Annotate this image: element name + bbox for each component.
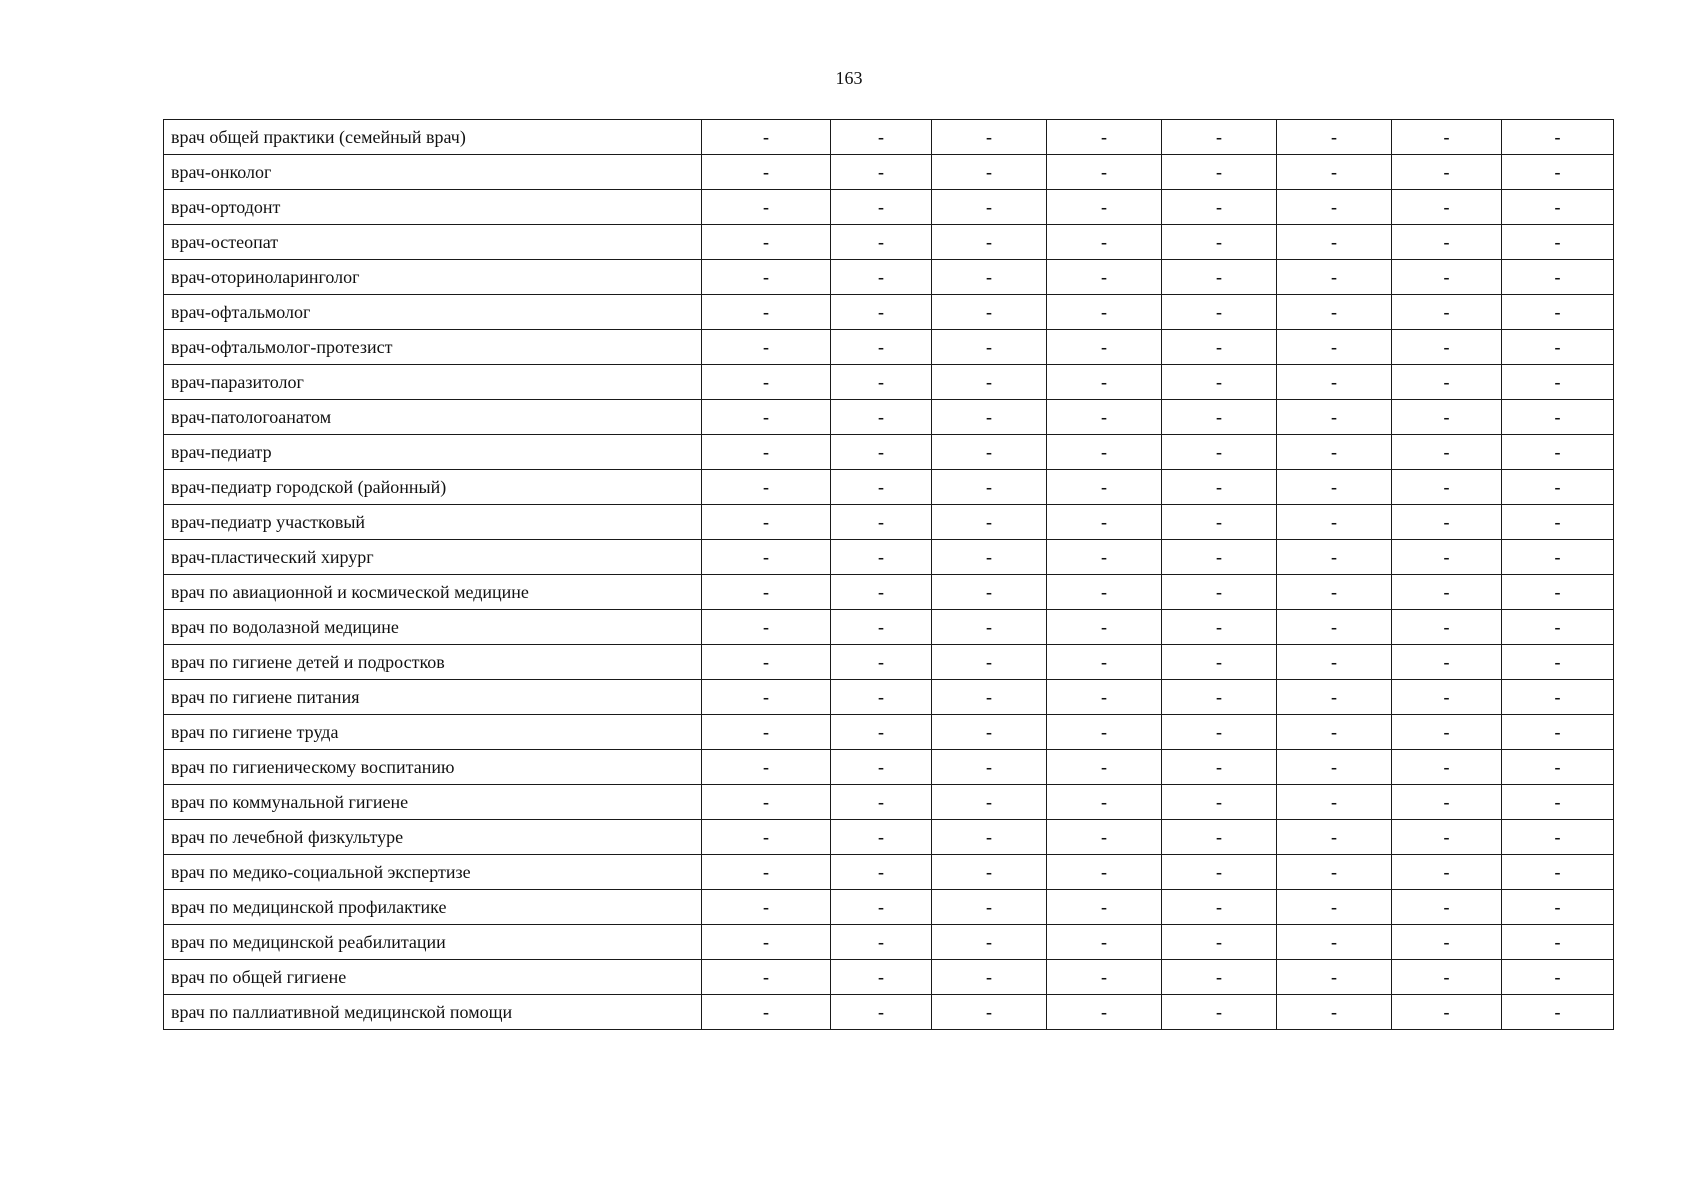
value-cell-col-8: - <box>1502 365 1614 400</box>
value-cell-col-4: - <box>1047 715 1162 750</box>
value-cell-col-6: - <box>1277 470 1392 505</box>
value-cell-col-1: - <box>702 715 831 750</box>
value-cell-col-2: - <box>831 260 932 295</box>
table-row <box>164 890 1614 925</box>
specialty-name-cell: врач-паразитолог <box>164 365 702 400</box>
value-cell-col-3: - <box>932 645 1047 680</box>
table-row <box>164 155 1614 190</box>
value-cell-col-6: - <box>1277 505 1392 540</box>
value-cell-col-7: - <box>1392 260 1502 295</box>
value-cell-col-8: - <box>1502 120 1614 155</box>
value-cell-col-5: - <box>1162 505 1277 540</box>
value-cell-col-1: - <box>702 435 831 470</box>
table-row <box>164 120 1614 155</box>
value-cell-col-6: - <box>1277 645 1392 680</box>
value-cell-col-2: - <box>831 890 932 925</box>
value-cell-col-1: - <box>702 610 831 645</box>
value-cell-col-1: - <box>702 260 831 295</box>
value-cell-col-3: - <box>932 785 1047 820</box>
value-cell-col-7: - <box>1392 190 1502 225</box>
value-cell-col-7: - <box>1392 855 1502 890</box>
table-row <box>164 470 1614 505</box>
value-cell-col-1: - <box>702 680 831 715</box>
value-cell-col-8: - <box>1502 190 1614 225</box>
value-cell-col-7: - <box>1392 505 1502 540</box>
value-cell-col-4: - <box>1047 995 1162 1030</box>
value-cell-col-4: - <box>1047 785 1162 820</box>
value-cell-col-8: - <box>1502 155 1614 190</box>
value-cell-col-7: - <box>1392 540 1502 575</box>
value-cell-col-1: - <box>702 820 831 855</box>
value-cell-col-2: - <box>831 995 932 1030</box>
value-cell-col-4: - <box>1047 540 1162 575</box>
value-cell-col-8: - <box>1502 470 1614 505</box>
specialty-name-cell: врач-оториноларинголог <box>164 260 702 295</box>
value-cell-col-5: - <box>1162 295 1277 330</box>
value-cell-col-7: - <box>1392 960 1502 995</box>
value-cell-col-5: - <box>1162 820 1277 855</box>
value-cell-col-3: - <box>932 890 1047 925</box>
value-cell-col-8: - <box>1502 645 1614 680</box>
value-cell-col-6: - <box>1277 610 1392 645</box>
value-cell-col-4: - <box>1047 680 1162 715</box>
specialty-name-cell: врач-остеопат <box>164 225 702 260</box>
specialty-name-cell: врач-педиатр участковый <box>164 505 702 540</box>
value-cell-col-3: - <box>932 435 1047 470</box>
value-cell-col-7: - <box>1392 575 1502 610</box>
value-cell-col-5: - <box>1162 785 1277 820</box>
table-row <box>164 610 1614 645</box>
value-cell-col-3: - <box>932 505 1047 540</box>
specialty-name-cell: врач по медицинской профилактике <box>164 890 702 925</box>
value-cell-col-4: - <box>1047 190 1162 225</box>
specialty-name-cell: врач-пластический хирург <box>164 540 702 575</box>
specialty-name-cell: врач по медицинской реабилитации <box>164 925 702 960</box>
table-body <box>164 120 1614 1030</box>
value-cell-col-3: - <box>932 260 1047 295</box>
table-row <box>164 645 1614 680</box>
table-row <box>164 995 1614 1030</box>
value-cell-col-6: - <box>1277 785 1392 820</box>
value-cell-col-5: - <box>1162 120 1277 155</box>
value-cell-col-4: - <box>1047 750 1162 785</box>
specialty-name-cell: врач-ортодонт <box>164 190 702 225</box>
table-row <box>164 715 1614 750</box>
value-cell-col-3: - <box>932 155 1047 190</box>
value-cell-col-6: - <box>1277 190 1392 225</box>
value-cell-col-2: - <box>831 855 932 890</box>
value-cell-col-6: - <box>1277 330 1392 365</box>
value-cell-col-2: - <box>831 960 932 995</box>
value-cell-col-4: - <box>1047 610 1162 645</box>
specialties-table <box>163 119 1614 1030</box>
table-row <box>164 785 1614 820</box>
page-number: 163 <box>835 68 863 88</box>
table-row <box>164 505 1614 540</box>
value-cell-col-2: - <box>831 645 932 680</box>
value-cell-col-4: - <box>1047 225 1162 260</box>
specialty-name-cell: врач-педиатр <box>164 435 702 470</box>
specialty-name-cell: врач по коммунальной гигиене <box>164 785 702 820</box>
value-cell-col-1: - <box>702 575 831 610</box>
value-cell-col-5: - <box>1162 960 1277 995</box>
value-cell-col-8: - <box>1502 680 1614 715</box>
value-cell-col-1: - <box>702 295 831 330</box>
specialty-name-cell: врач по медико-социальной экспертизе <box>164 855 702 890</box>
value-cell-col-6: - <box>1277 995 1392 1030</box>
value-cell-col-5: - <box>1162 855 1277 890</box>
value-cell-col-5: - <box>1162 890 1277 925</box>
value-cell-col-8: - <box>1502 750 1614 785</box>
value-cell-col-4: - <box>1047 505 1162 540</box>
value-cell-col-6: - <box>1277 540 1392 575</box>
value-cell-col-7: - <box>1392 925 1502 960</box>
value-cell-col-4: - <box>1047 260 1162 295</box>
value-cell-col-6: - <box>1277 225 1392 260</box>
value-cell-col-7: - <box>1392 610 1502 645</box>
value-cell-col-5: - <box>1162 190 1277 225</box>
value-cell-col-5: - <box>1162 365 1277 400</box>
value-cell-col-5: - <box>1162 645 1277 680</box>
table-row <box>164 575 1614 610</box>
value-cell-col-7: - <box>1392 435 1502 470</box>
value-cell-col-1: - <box>702 890 831 925</box>
value-cell-col-6: - <box>1277 295 1392 330</box>
value-cell-col-2: - <box>831 190 932 225</box>
value-cell-col-3: - <box>932 820 1047 855</box>
value-cell-col-5: - <box>1162 260 1277 295</box>
value-cell-col-7: - <box>1392 890 1502 925</box>
value-cell-col-5: - <box>1162 995 1277 1030</box>
value-cell-col-8: - <box>1502 575 1614 610</box>
value-cell-col-8: - <box>1502 295 1614 330</box>
value-cell-col-2: - <box>831 400 932 435</box>
value-cell-col-5: - <box>1162 680 1277 715</box>
value-cell-col-1: - <box>702 925 831 960</box>
value-cell-col-3: - <box>932 715 1047 750</box>
value-cell-col-2: - <box>831 750 932 785</box>
specialty-name-cell: врач по гигиене труда <box>164 715 702 750</box>
value-cell-col-7: - <box>1392 750 1502 785</box>
value-cell-col-3: - <box>932 855 1047 890</box>
value-cell-col-3: - <box>932 575 1047 610</box>
value-cell-col-1: - <box>702 155 831 190</box>
value-cell-col-4: - <box>1047 400 1162 435</box>
value-cell-col-8: - <box>1502 925 1614 960</box>
value-cell-col-8: - <box>1502 820 1614 855</box>
value-cell-col-8: - <box>1502 225 1614 260</box>
value-cell-col-8: - <box>1502 960 1614 995</box>
value-cell-col-8: - <box>1502 995 1614 1030</box>
value-cell-col-8: - <box>1502 890 1614 925</box>
value-cell-col-5: - <box>1162 925 1277 960</box>
table-row <box>164 750 1614 785</box>
specialty-name-cell: врач-офтальмолог-протезист <box>164 330 702 365</box>
value-cell-col-7: - <box>1392 470 1502 505</box>
value-cell-col-3: - <box>932 960 1047 995</box>
value-cell-col-8: - <box>1502 785 1614 820</box>
value-cell-col-6: - <box>1277 820 1392 855</box>
value-cell-col-7: - <box>1392 715 1502 750</box>
table-row <box>164 225 1614 260</box>
table-row <box>164 400 1614 435</box>
value-cell-col-6: - <box>1277 680 1392 715</box>
table-row <box>164 330 1614 365</box>
value-cell-col-1: - <box>702 505 831 540</box>
value-cell-col-6: - <box>1277 715 1392 750</box>
value-cell-col-4: - <box>1047 365 1162 400</box>
value-cell-col-3: - <box>932 680 1047 715</box>
value-cell-col-8: - <box>1502 330 1614 365</box>
specialty-name-cell: врач по общей гигиене <box>164 960 702 995</box>
value-cell-col-2: - <box>831 470 932 505</box>
value-cell-col-4: - <box>1047 890 1162 925</box>
value-cell-col-1: - <box>702 645 831 680</box>
value-cell-col-2: - <box>831 505 932 540</box>
value-cell-col-4: - <box>1047 575 1162 610</box>
value-cell-col-1: - <box>702 330 831 365</box>
value-cell-col-1: - <box>702 225 831 260</box>
specialty-name-cell: врач по авиационной и космической медицине <box>164 575 702 610</box>
table-row <box>164 190 1614 225</box>
value-cell-col-1: - <box>702 960 831 995</box>
value-cell-col-6: - <box>1277 435 1392 470</box>
value-cell-col-4: - <box>1047 645 1162 680</box>
value-cell-col-5: - <box>1162 225 1277 260</box>
value-cell-col-8: - <box>1502 540 1614 575</box>
value-cell-col-3: - <box>932 190 1047 225</box>
value-cell-col-7: - <box>1392 225 1502 260</box>
specialty-name-cell: врач по водолазной медицине <box>164 610 702 645</box>
table-row <box>164 960 1614 995</box>
value-cell-col-4: - <box>1047 330 1162 365</box>
value-cell-col-1: - <box>702 750 831 785</box>
specialty-name-cell: врач по гигиене детей и подростков <box>164 645 702 680</box>
value-cell-col-6: - <box>1277 750 1392 785</box>
specialty-name-cell: врач-патологоанатом <box>164 400 702 435</box>
value-cell-col-4: - <box>1047 155 1162 190</box>
specialty-name-cell: врач-офтальмолог <box>164 295 702 330</box>
value-cell-col-7: - <box>1392 155 1502 190</box>
value-cell-col-1: - <box>702 400 831 435</box>
value-cell-col-4: - <box>1047 120 1162 155</box>
table-row <box>164 680 1614 715</box>
value-cell-col-8: - <box>1502 855 1614 890</box>
value-cell-col-5: - <box>1162 750 1277 785</box>
value-cell-col-5: - <box>1162 435 1277 470</box>
value-cell-col-7: - <box>1392 680 1502 715</box>
value-cell-col-1: - <box>702 190 831 225</box>
value-cell-col-8: - <box>1502 505 1614 540</box>
value-cell-col-1: - <box>702 855 831 890</box>
table-row <box>164 295 1614 330</box>
value-cell-col-7: - <box>1392 785 1502 820</box>
value-cell-col-3: - <box>932 995 1047 1030</box>
value-cell-col-2: - <box>831 785 932 820</box>
value-cell-col-3: - <box>932 365 1047 400</box>
value-cell-col-2: - <box>831 610 932 645</box>
value-cell-col-2: - <box>831 155 932 190</box>
value-cell-col-6: - <box>1277 960 1392 995</box>
value-cell-col-8: - <box>1502 400 1614 435</box>
value-cell-col-3: - <box>932 120 1047 155</box>
value-cell-col-6: - <box>1277 120 1392 155</box>
specialty-name-cell: врач по гигиеническому воспитанию <box>164 750 702 785</box>
value-cell-col-4: - <box>1047 470 1162 505</box>
value-cell-col-6: - <box>1277 855 1392 890</box>
value-cell-col-1: - <box>702 785 831 820</box>
value-cell-col-1: - <box>702 120 831 155</box>
value-cell-col-3: - <box>932 400 1047 435</box>
value-cell-col-1: - <box>702 365 831 400</box>
value-cell-col-5: - <box>1162 470 1277 505</box>
value-cell-col-3: - <box>932 295 1047 330</box>
value-cell-col-4: - <box>1047 960 1162 995</box>
value-cell-col-5: - <box>1162 610 1277 645</box>
value-cell-col-5: - <box>1162 330 1277 365</box>
table-row <box>164 435 1614 470</box>
value-cell-col-6: - <box>1277 155 1392 190</box>
value-cell-col-7: - <box>1392 400 1502 435</box>
value-cell-col-2: - <box>831 120 932 155</box>
value-cell-col-1: - <box>702 995 831 1030</box>
value-cell-col-6: - <box>1277 260 1392 295</box>
value-cell-col-2: - <box>831 295 932 330</box>
table-row <box>164 540 1614 575</box>
value-cell-col-2: - <box>831 540 932 575</box>
value-cell-col-3: - <box>932 540 1047 575</box>
value-cell-col-3: - <box>932 750 1047 785</box>
specialty-name-cell: врач-онколог <box>164 155 702 190</box>
value-cell-col-6: - <box>1277 575 1392 610</box>
table-row <box>164 855 1614 890</box>
value-cell-col-2: - <box>831 680 932 715</box>
value-cell-col-2: - <box>831 435 932 470</box>
value-cell-col-2: - <box>831 330 932 365</box>
value-cell-col-7: - <box>1392 820 1502 855</box>
value-cell-col-1: - <box>702 540 831 575</box>
value-cell-col-5: - <box>1162 400 1277 435</box>
value-cell-col-6: - <box>1277 365 1392 400</box>
specialty-name-cell: врач по гигиене питания <box>164 680 702 715</box>
value-cell-col-7: - <box>1392 120 1502 155</box>
value-cell-col-3: - <box>932 470 1047 505</box>
specialty-name-cell: врач-педиатр городской (районный) <box>164 470 702 505</box>
value-cell-col-6: - <box>1277 400 1392 435</box>
specialty-name-cell: врач по лечебной физкультуре <box>164 820 702 855</box>
table-row <box>164 260 1614 295</box>
value-cell-col-7: - <box>1392 365 1502 400</box>
value-cell-col-7: - <box>1392 295 1502 330</box>
value-cell-col-8: - <box>1502 260 1614 295</box>
value-cell-col-3: - <box>932 925 1047 960</box>
value-cell-col-5: - <box>1162 575 1277 610</box>
table-row <box>164 820 1614 855</box>
specialty-name-cell: врач по паллиативной медицинской помощи <box>164 995 702 1030</box>
value-cell-col-7: - <box>1392 645 1502 680</box>
value-cell-col-2: - <box>831 715 932 750</box>
value-cell-col-2: - <box>831 225 932 260</box>
value-cell-col-1: - <box>702 470 831 505</box>
value-cell-col-2: - <box>831 575 932 610</box>
value-cell-col-5: - <box>1162 155 1277 190</box>
value-cell-col-2: - <box>831 820 932 855</box>
value-cell-col-2: - <box>831 925 932 960</box>
value-cell-col-4: - <box>1047 820 1162 855</box>
value-cell-col-7: - <box>1392 995 1502 1030</box>
value-cell-col-4: - <box>1047 855 1162 890</box>
value-cell-col-3: - <box>932 330 1047 365</box>
value-cell-col-4: - <box>1047 435 1162 470</box>
value-cell-col-5: - <box>1162 715 1277 750</box>
value-cell-col-8: - <box>1502 610 1614 645</box>
table-row <box>164 925 1614 960</box>
value-cell-col-2: - <box>831 365 932 400</box>
value-cell-col-4: - <box>1047 925 1162 960</box>
value-cell-col-7: - <box>1392 330 1502 365</box>
value-cell-col-8: - <box>1502 435 1614 470</box>
value-cell-col-6: - <box>1277 925 1392 960</box>
table-row <box>164 365 1614 400</box>
value-cell-col-3: - <box>932 610 1047 645</box>
value-cell-col-6: - <box>1277 890 1392 925</box>
value-cell-col-8: - <box>1502 715 1614 750</box>
specialty-name-cell: врач общей практики (семейный врач) <box>164 120 702 155</box>
value-cell-col-3: - <box>932 225 1047 260</box>
value-cell-col-5: - <box>1162 540 1277 575</box>
value-cell-col-4: - <box>1047 295 1162 330</box>
